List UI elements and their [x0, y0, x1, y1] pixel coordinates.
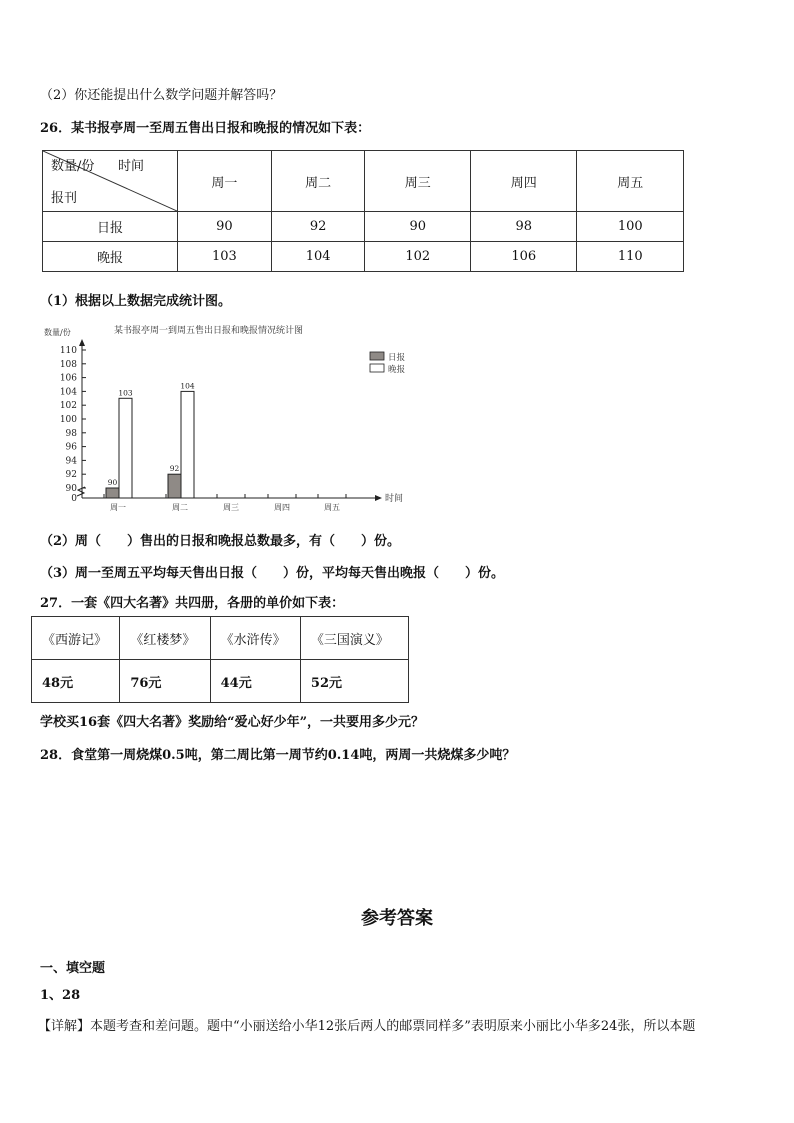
- y-tick-label: 90: [65, 484, 77, 494]
- y-axis-arrow: [79, 339, 85, 346]
- chart-title: 某书报亭周一到周五售出日报和晚报情况统计图: [114, 326, 304, 336]
- chart-bar: [168, 474, 181, 498]
- answer-item-1: 1、28: [40, 988, 81, 1003]
- book-price-table: [31, 616, 409, 703]
- chart-bar: [106, 488, 119, 498]
- table-row-label: 晚报: [43, 242, 178, 272]
- book-name-cell: 《水浒传》: [210, 617, 300, 660]
- table-day-header: 周三: [365, 151, 471, 212]
- y-tick-label: 100: [59, 415, 77, 425]
- book-price-cell: 48元: [32, 660, 120, 703]
- y-tick-label: 94: [65, 456, 77, 467]
- book-name-cell: 《三国演义》: [300, 617, 408, 660]
- table-row: [43, 242, 684, 272]
- corner-label-paper: 报刊: [51, 191, 78, 206]
- x-tick-label: 周五: [324, 503, 340, 512]
- answer-detail: 【详解】本题考查和差问题。题中“小丽送给小华12张后两人的邮票同样多”表明原来小丽比小华多24张，所以本题: [38, 1019, 696, 1034]
- corner-label-quantity: 数量/份: [51, 159, 95, 174]
- q28-question: 28．食堂第一周烧煤0.5吨，第二周比第一周节约0.14吨，两周一共烧煤多少吨？: [40, 748, 516, 763]
- sales-bar-chart: [38, 322, 418, 520]
- legend-swatch: [370, 364, 384, 372]
- y-tick-label: 102: [59, 401, 77, 412]
- answer-heading: 参考答案: [361, 908, 433, 929]
- x-tick-label: 周一: [110, 503, 126, 512]
- table-row: [32, 617, 409, 660]
- answer-section-title: 一、填空题: [40, 961, 106, 976]
- x-axis-arrow: [375, 495, 382, 501]
- table-cell: 90: [178, 212, 272, 242]
- book-price-cell: 44元: [210, 660, 300, 703]
- bar-value-label: 90: [107, 478, 118, 487]
- q26-part2: （2）周（ ）售出的日报和晚报总数最多，有（ ）份。: [40, 534, 401, 549]
- table-day-header: 周四: [470, 151, 577, 212]
- q27-question: 学校买16套《四大名著》奖励给“爱心好少年”，一共要用多少元？: [40, 715, 425, 730]
- corner-label-time: 时间: [118, 159, 145, 174]
- y-tick-label: 108: [59, 359, 77, 370]
- y-axis-label: 数量/份: [44, 328, 71, 337]
- table-cell: 90: [365, 212, 471, 242]
- x-tick-label: 周四: [274, 503, 290, 512]
- legend-label: 日报: [388, 353, 406, 363]
- book-price-cell: 76元: [120, 660, 210, 703]
- x-tick-label: 周二: [172, 503, 188, 512]
- q26-part3: （3）周一至周五平均每天售出日报（ ）份，平均每天售出晚报（ ）份。: [40, 566, 505, 581]
- legend-swatch: [370, 352, 384, 360]
- chart-bar: [119, 398, 132, 498]
- q26-title: 26．某书报亭周一至周五售出日报和晚报的情况如下表：: [40, 121, 371, 136]
- y-tick-label: 110: [59, 346, 77, 356]
- book-name-cell: 《红楼梦》: [120, 617, 210, 660]
- newspaper-sales-table: [42, 150, 684, 272]
- y-tick-label: 92: [65, 470, 77, 481]
- table-cell: 103: [178, 242, 272, 272]
- table-cell: 104: [271, 242, 365, 272]
- x-tick-label: 周三: [223, 503, 239, 512]
- table-cell: 100: [577, 212, 684, 242]
- table-cell: 110: [577, 242, 684, 272]
- table-cell: 98: [470, 212, 577, 242]
- book-name-cell: 《西游记》: [32, 617, 120, 660]
- y-tick-label: 96: [65, 442, 77, 453]
- bar-value-label: 92: [169, 464, 180, 474]
- table-header-row: [43, 151, 684, 212]
- legend-label: 晚报: [388, 365, 406, 375]
- table-cell: 92: [271, 212, 365, 242]
- table-cell: 106: [470, 242, 577, 272]
- table-row-label: 日报: [43, 212, 178, 242]
- x-axis-label: 时间: [385, 494, 404, 504]
- y-tick-label: 104: [59, 387, 77, 398]
- table-cell: 102: [365, 242, 471, 272]
- y-tick-label: 106: [59, 373, 77, 384]
- chart-bar: [181, 391, 194, 498]
- y-tick-label: 0: [71, 494, 77, 504]
- q27-title: 27．一套《四大名著》共四册，各册的单价如下表：: [40, 596, 345, 611]
- bar-value-label: 103: [118, 388, 133, 398]
- q26-part1: （1）根据以上数据完成统计图。: [40, 294, 232, 309]
- bar-value-label: 104: [180, 381, 195, 391]
- table-day-header: 周一: [178, 151, 272, 212]
- table-corner-cell: [43, 151, 178, 212]
- y-tick-label: 98: [65, 428, 77, 439]
- table-day-header: 周二: [271, 151, 365, 212]
- book-price-cell: 52元: [300, 660, 408, 703]
- table-row: [43, 212, 684, 242]
- table-day-header: 周五: [577, 151, 684, 212]
- table-row: [32, 660, 409, 703]
- q25-part2: （2）你还能提出什么数学问题并解答吗？: [40, 88, 283, 103]
